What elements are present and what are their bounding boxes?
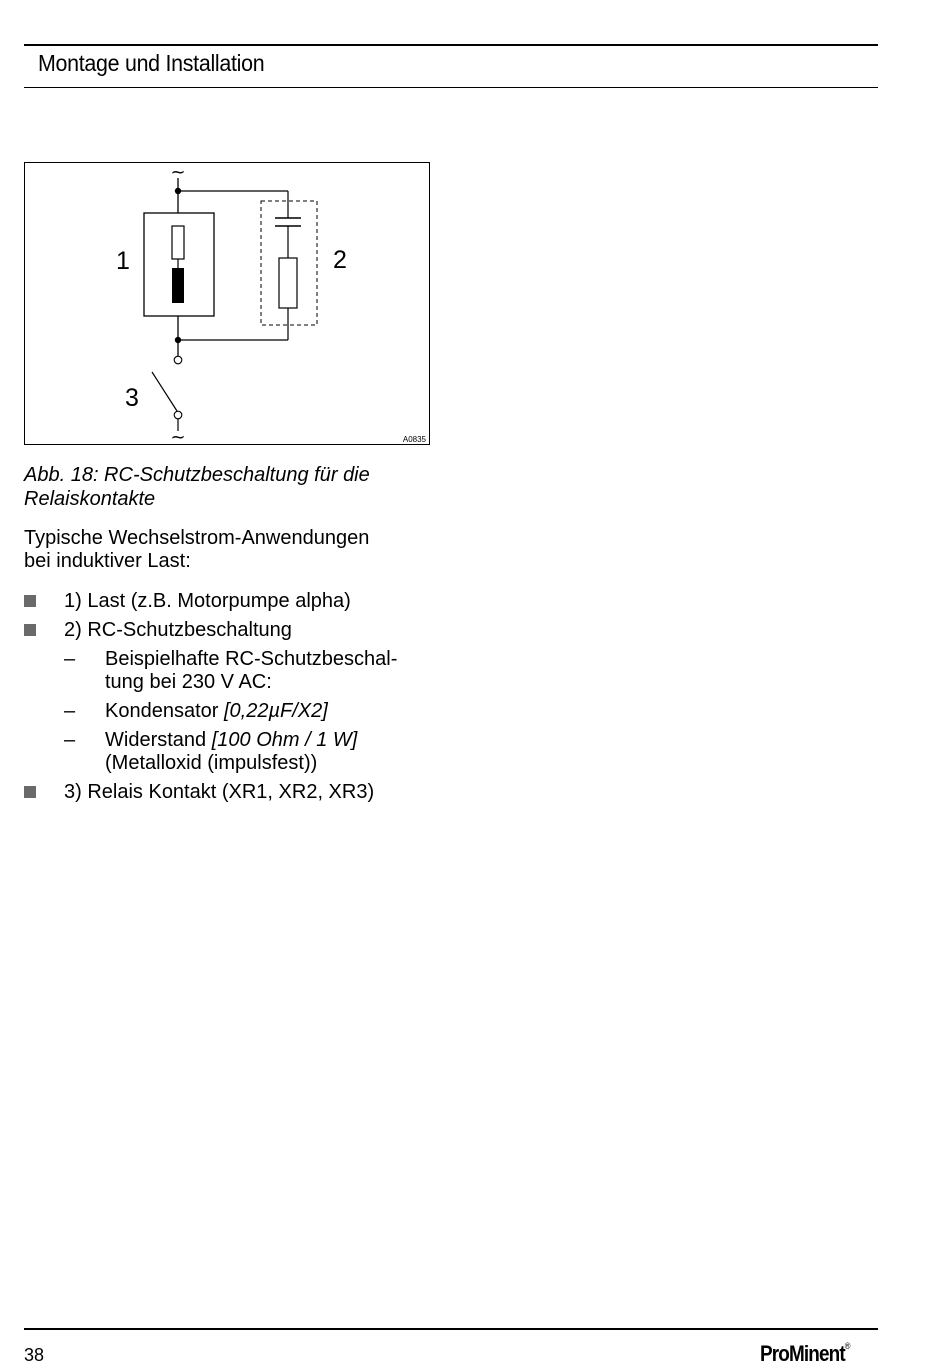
page-number: 38 bbox=[24, 1345, 45, 1365]
list-item-text: 2) RC-Schutzbeschaltung bbox=[64, 619, 292, 641]
dash-marker: – bbox=[64, 729, 76, 751]
dash-marker: – bbox=[64, 648, 76, 670]
prominent-logo: ProMinent® bbox=[760, 1341, 851, 1366]
intro-line-1: Typische Wechselstrom-Anwendungen bbox=[24, 527, 370, 549]
relay-contact-top bbox=[174, 356, 182, 364]
list-item-text: 3) Relais Kontakt (XR1, XR2, XR3) bbox=[64, 781, 375, 803]
bullet-square bbox=[24, 595, 36, 607]
relay-switch-blade bbox=[152, 372, 177, 411]
load-coil bbox=[172, 268, 184, 303]
sub-item-text: Widerstand [100 Ohm / 1 W] (Metalloxid (impulsfest)) bbox=[105, 729, 358, 774]
header-top-rule bbox=[24, 44, 878, 46]
figure-frame bbox=[25, 163, 430, 445]
figure-id: A0835 bbox=[402, 435, 426, 444]
list-item-text: 1) Last (z.B. Motorpumpe alpha) bbox=[64, 590, 351, 612]
dash-marker: – bbox=[64, 700, 76, 722]
bullet-square bbox=[24, 786, 36, 798]
resistor-value: [100 Ohm / 1 W] bbox=[211, 729, 358, 751]
footer-rule bbox=[24, 1328, 878, 1330]
header-bottom-rule bbox=[24, 87, 878, 88]
label-relay: 3 bbox=[125, 384, 139, 412]
label-rc: 2 bbox=[333, 246, 347, 274]
figure-caption bbox=[24, 463, 424, 511]
rc-circuit-diagram bbox=[24, 162, 430, 445]
caption-line-1: Abb. 18: RC-Schutzbeschaltung für die bbox=[24, 464, 370, 486]
sub-item-text: Kondensator [0,22µF/X2] bbox=[105, 700, 328, 722]
ac-symbol-top: ~ bbox=[170, 162, 186, 183]
sub-item-text: Beispielhafte RC-Schutzbeschal- tung bei 230 V AC: bbox=[105, 648, 398, 693]
bullet-square bbox=[24, 624, 36, 636]
ac-symbol-bottom: ~ bbox=[170, 427, 186, 445]
load-resistor bbox=[172, 226, 184, 259]
section-title: Montage und Installation bbox=[38, 50, 265, 76]
rc-resistor bbox=[279, 258, 297, 308]
relay-contact-bottom bbox=[174, 411, 182, 419]
caption-line-2: Relaiskontakte bbox=[24, 488, 156, 510]
label-load: 1 bbox=[116, 247, 130, 275]
intro-line-2: bei induktiver Last: bbox=[24, 550, 191, 572]
intro-paragraph bbox=[24, 527, 424, 573]
capacitor-value: [0,22µF/X2] bbox=[223, 700, 328, 722]
